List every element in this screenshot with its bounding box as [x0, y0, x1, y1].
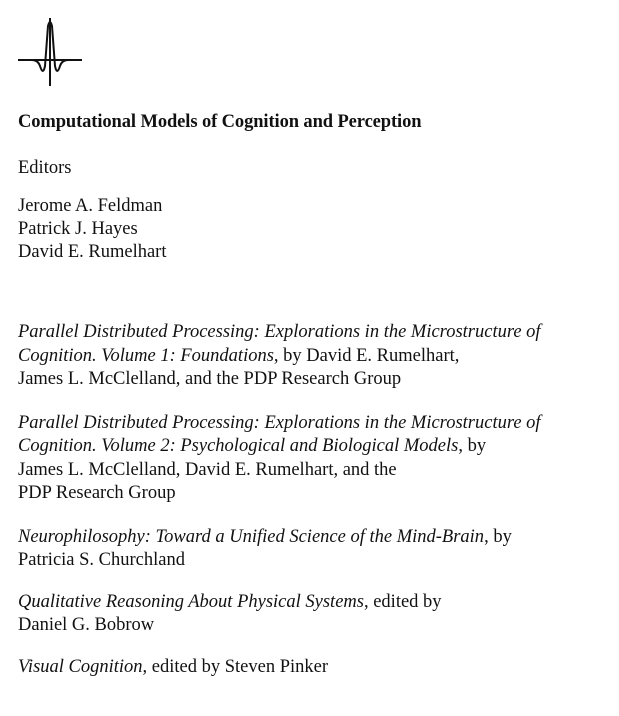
book-title: Qualitative Reasoning About Physical Systems [18, 591, 364, 612]
editors-list [18, 195, 166, 264]
book-line [18, 368, 616, 392]
book-title: Parallel Distributed Processing: Explorations in the Microstructure of [18, 322, 541, 342]
book-credit: , edited by Steven Pinker [142, 656, 329, 677]
book-line [18, 412, 616, 436]
book-credit: PDP Research Group [18, 483, 176, 503]
book-entry [18, 321, 616, 392]
book-line [18, 549, 616, 573]
book-credit: James L. McClelland, and the PDP Research Group [18, 369, 402, 389]
book-title: Cognition. Volume 2: Psychological and Biological Models [18, 436, 459, 456]
book-title: Visual Cognition [18, 656, 143, 677]
book-title: Neurophilosophy: Toward a Unified Science of the Mind-Brain [18, 526, 485, 547]
book-list [18, 321, 616, 679]
book-credit: , edited by [363, 591, 442, 612]
book-title: Parallel Distributed Processing: Explorations in the Microstructure of [18, 412, 541, 433]
book-line [18, 614, 616, 638]
book-entry [18, 656, 616, 680]
book-line [18, 656, 616, 680]
book-line [18, 459, 616, 483]
waveform-logo-icon [14, 14, 86, 88]
book-credit: , by [484, 526, 512, 547]
book-line [18, 435, 616, 459]
editor-name: Patrick J. Hayes [18, 219, 138, 239]
book-entry [18, 526, 616, 573]
book-credit: Patricia S. Churchland [18, 550, 185, 570]
book-line [18, 321, 616, 345]
editors-heading: Editors [18, 158, 72, 178]
book-line [18, 591, 616, 615]
editor-name: Jerome A. Feldman [18, 196, 163, 216]
series-title: Computational Models of Cognition and Perception [18, 112, 422, 132]
book-credit: James L. McClelland, David E. Rumelhart, and the [18, 459, 397, 480]
book-credit: Daniel G. Bobrow [18, 615, 155, 635]
book-line [18, 345, 616, 369]
book-entry [18, 591, 616, 638]
book-credit: , by [458, 436, 487, 456]
editor-name: David E. Rumelhart [18, 242, 167, 262]
book-line [18, 482, 616, 506]
book-title: Cognition. Volume 1: Foundations [18, 345, 274, 366]
book-entry [18, 412, 616, 506]
book-credit: , by David E. Rumelhart, [273, 345, 460, 366]
book-line [18, 526, 616, 550]
